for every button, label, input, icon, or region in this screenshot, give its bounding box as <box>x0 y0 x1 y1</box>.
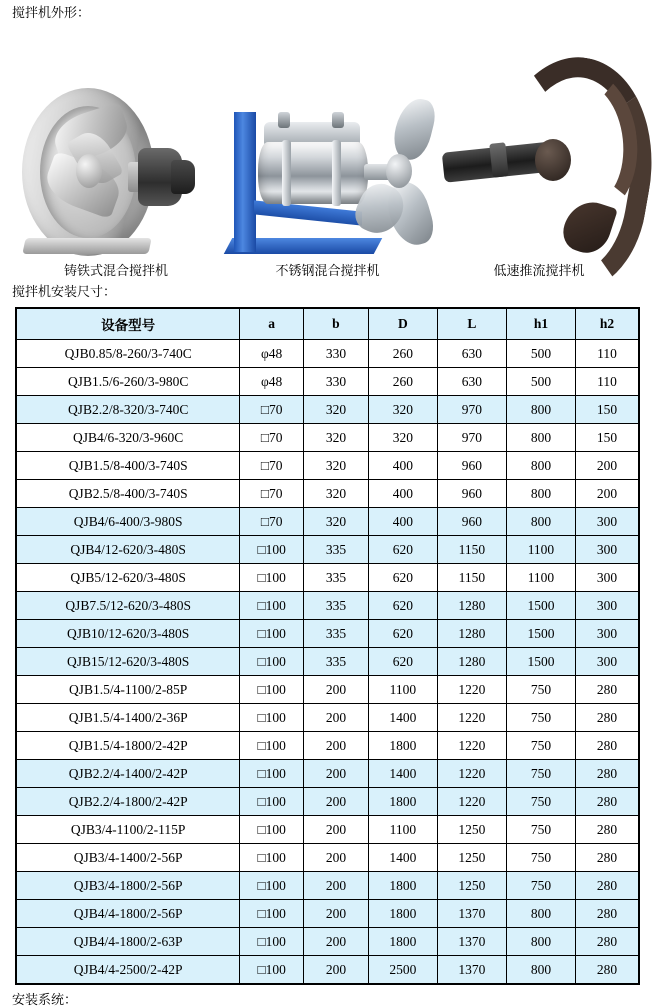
cell-L: 960 <box>437 480 506 508</box>
cell-b: 200 <box>304 928 369 956</box>
cell-D: 400 <box>368 480 437 508</box>
cell-h2: 280 <box>575 956 639 985</box>
caption-cast-iron-mixer: 铸铁式混合搅拌机 <box>63 263 168 278</box>
cell-a: □70 <box>240 452 304 480</box>
cell-a: □70 <box>240 508 304 536</box>
cell-h1: 800 <box>506 396 575 424</box>
cell-a: □70 <box>240 480 304 508</box>
cell-b: 320 <box>304 508 369 536</box>
cable-gland <box>332 112 344 128</box>
cell-h1: 1500 <box>506 592 575 620</box>
cell-model: QJB2.2/8-320/3-740C <box>16 396 240 424</box>
cell-D: 1100 <box>368 816 437 844</box>
cell-model: QJB2.2/4-1400/2-42P <box>16 760 240 788</box>
table-row <box>16 732 639 760</box>
cell-D: 620 <box>368 648 437 676</box>
cell-h1: 750 <box>506 732 575 760</box>
cell-h1: 750 <box>506 844 575 872</box>
cell-D: 320 <box>368 396 437 424</box>
figure-cast-iron-mixer <box>16 31 216 256</box>
table-row <box>16 760 639 788</box>
table-row <box>16 648 639 676</box>
cell-h2: 200 <box>575 480 639 508</box>
cell-h1: 800 <box>506 452 575 480</box>
propeller-hub <box>386 154 412 188</box>
table-row <box>16 452 639 480</box>
cell-h2: 300 <box>575 648 639 676</box>
propeller-blade <box>389 95 439 164</box>
cell-a: □100 <box>240 732 304 760</box>
cell-model: QJB4/4-2500/2-42P <box>16 956 240 985</box>
column-header-D: D <box>368 308 437 340</box>
cell-model: QJB1.5/6-260/3-980C <box>16 368 240 396</box>
caption-stainless-steel-mixer: 不锈钢混合搅拌机 <box>275 263 380 278</box>
cell-a: □70 <box>240 424 304 452</box>
cell-h1: 750 <box>506 788 575 816</box>
cell-h1: 1500 <box>506 648 575 676</box>
stainless-steel-mixer-image <box>228 56 428 256</box>
cell-h2: 150 <box>575 396 639 424</box>
cell-a: □100 <box>240 536 304 564</box>
table-row <box>16 508 639 536</box>
cell-a: □100 <box>240 872 304 900</box>
cell-b: 335 <box>304 564 369 592</box>
clamp-ring <box>332 140 341 206</box>
stainless-motor-body <box>258 142 368 204</box>
column-header-L: L <box>437 308 506 340</box>
cell-D: 260 <box>368 340 437 368</box>
column-header-model: 设备型号 <box>16 308 240 340</box>
clamp-ring <box>282 140 291 206</box>
cell-h1: 500 <box>506 368 575 396</box>
table-row <box>16 620 639 648</box>
table-row <box>16 872 639 900</box>
column-header-h1: h1 <box>506 308 575 340</box>
mounting-base <box>22 238 151 254</box>
cell-h2: 300 <box>575 620 639 648</box>
cell-h2: 280 <box>575 732 639 760</box>
cell-L: 630 <box>437 340 506 368</box>
cell-b: 200 <box>304 900 369 928</box>
cell-L: 1250 <box>437 816 506 844</box>
cell-h1: 750 <box>506 816 575 844</box>
cell-D: 1400 <box>368 704 437 732</box>
cell-h1: 800 <box>506 508 575 536</box>
cell-model: QJB3/4-1400/2-56P <box>16 844 240 872</box>
table-row <box>16 564 639 592</box>
cell-h2: 300 <box>575 536 639 564</box>
cell-a: □100 <box>240 844 304 872</box>
cell-a: □100 <box>240 900 304 928</box>
cell-b: 335 <box>304 592 369 620</box>
cell-b: 200 <box>304 676 369 704</box>
cell-b: 200 <box>304 816 369 844</box>
cell-L: 1220 <box>437 676 506 704</box>
cell-model: QJB7.5/12-620/3-480S <box>16 592 240 620</box>
cell-h2: 300 <box>575 508 639 536</box>
figure-stainless-steel-mixer <box>228 31 428 256</box>
specifications-table <box>15 307 640 985</box>
table-row <box>16 844 639 872</box>
cell-b: 335 <box>304 536 369 564</box>
cell-b: 200 <box>304 844 369 872</box>
cell-h1: 800 <box>506 480 575 508</box>
cell-L: 960 <box>437 452 506 480</box>
table-row <box>16 424 639 452</box>
table-row <box>16 536 639 564</box>
table-row <box>16 592 639 620</box>
cell-h2: 280 <box>575 928 639 956</box>
cell-b: 330 <box>304 368 369 396</box>
cell-b: 200 <box>304 704 369 732</box>
cell-L: 1150 <box>437 564 506 592</box>
cell-a: □100 <box>240 816 304 844</box>
cell-L: 1370 <box>437 928 506 956</box>
cell-b: 200 <box>304 872 369 900</box>
table-header <box>16 308 639 340</box>
cell-h2: 280 <box>575 676 639 704</box>
cell-h1: 800 <box>506 928 575 956</box>
cell-L: 1150 <box>437 536 506 564</box>
cell-D: 1400 <box>368 844 437 872</box>
table-row <box>16 704 639 732</box>
cell-L: 1220 <box>437 704 506 732</box>
cell-L: 1220 <box>437 760 506 788</box>
cell-a: □100 <box>240 788 304 816</box>
cell-a: □100 <box>240 648 304 676</box>
cell-D: 1100 <box>368 676 437 704</box>
cell-D: 620 <box>368 592 437 620</box>
column-header-b: b <box>304 308 369 340</box>
caption-low-speed-mixer: 低速推流搅拌机 <box>493 263 585 278</box>
cell-model: QJB1.5/4-1400/2-36P <box>16 704 240 732</box>
cell-h2: 280 <box>575 704 639 732</box>
cell-D: 1400 <box>368 760 437 788</box>
document-page <box>0 4 655 1007</box>
cell-L: 1280 <box>437 620 506 648</box>
cell-L: 960 <box>437 508 506 536</box>
cell-h2: 280 <box>575 760 639 788</box>
cell-b: 320 <box>304 424 369 452</box>
propeller-hub <box>76 154 102 188</box>
cell-a: □100 <box>240 620 304 648</box>
cell-b: 200 <box>304 732 369 760</box>
cell-D: 620 <box>368 620 437 648</box>
column-header-a: a <box>240 308 304 340</box>
cell-h1: 1100 <box>506 536 575 564</box>
table-body <box>16 340 639 985</box>
cell-h2: 110 <box>575 368 639 396</box>
section-label-install-system: 安装系统： <box>12 992 78 1007</box>
cell-model: QJB10/12-620/3-480S <box>16 620 240 648</box>
cell-a: φ48 <box>240 368 304 396</box>
cell-b: 320 <box>304 480 369 508</box>
cell-b: 330 <box>304 340 369 368</box>
figure-low-speed-mixer <box>439 31 639 256</box>
table-row <box>16 396 639 424</box>
table-row <box>16 816 639 844</box>
cell-model: QJB2.2/4-1800/2-42P <box>16 788 240 816</box>
cell-D: 260 <box>368 368 437 396</box>
cell-L: 1250 <box>437 844 506 872</box>
cell-model: QJB1.5/4-1100/2-85P <box>16 676 240 704</box>
cell-L: 970 <box>437 396 506 424</box>
cell-model: QJB0.85/8-260/3-740C <box>16 340 240 368</box>
cell-D: 1800 <box>368 872 437 900</box>
cell-a: □100 <box>240 956 304 985</box>
table-row <box>16 676 639 704</box>
cell-h1: 800 <box>506 956 575 985</box>
cell-D: 620 <box>368 536 437 564</box>
blue-frame-brace <box>254 200 362 225</box>
cell-b: 335 <box>304 620 369 648</box>
section-label-appearance: 搅拌机外形： <box>12 5 91 20</box>
cell-model: QJB1.5/8-400/3-740S <box>16 452 240 480</box>
cell-h1: 750 <box>506 676 575 704</box>
tube-clamp <box>489 142 508 177</box>
cell-model: QJB15/12-620/3-480S <box>16 648 240 676</box>
cell-h1: 800 <box>506 900 575 928</box>
cell-a: □100 <box>240 564 304 592</box>
cell-a: □100 <box>240 704 304 732</box>
cell-L: 1220 <box>437 788 506 816</box>
cell-b: 200 <box>304 788 369 816</box>
cell-L: 1370 <box>437 900 506 928</box>
cell-b: 320 <box>304 396 369 424</box>
cell-h1: 750 <box>506 872 575 900</box>
cell-model: QJB2.5/8-400/3-740S <box>16 480 240 508</box>
low-speed-mixer-image <box>439 51 639 256</box>
cell-h1: 1500 <box>506 620 575 648</box>
cell-b: 200 <box>304 956 369 985</box>
cell-D: 1800 <box>368 732 437 760</box>
cell-L: 1280 <box>437 592 506 620</box>
cell-b: 320 <box>304 452 369 480</box>
section-label-dimensions: 搅拌机安装尺寸： <box>12 284 117 299</box>
cell-D: 2500 <box>368 956 437 985</box>
table-row <box>16 480 639 508</box>
cell-model: QJB3/4-1800/2-56P <box>16 872 240 900</box>
cast-iron-mixer-image <box>16 66 216 256</box>
cell-a: □100 <box>240 928 304 956</box>
cell-a: □100 <box>240 676 304 704</box>
cell-h2: 280 <box>575 872 639 900</box>
cell-h2: 280 <box>575 816 639 844</box>
cell-h2: 200 <box>575 452 639 480</box>
column-header-h2: h2 <box>575 308 639 340</box>
cell-model: QJB3/4-1100/2-115P <box>16 816 240 844</box>
cell-model: QJB4/4-1800/2-56P <box>16 900 240 928</box>
cell-L: 1280 <box>437 648 506 676</box>
cell-D: 1800 <box>368 928 437 956</box>
cell-D: 1800 <box>368 900 437 928</box>
figure-row <box>10 26 645 256</box>
cell-h1: 1100 <box>506 564 575 592</box>
blade-hub <box>535 139 571 181</box>
cell-model: QJB4/6-320/3-960C <box>16 424 240 452</box>
cell-model: QJB4/4-1800/2-63P <box>16 928 240 956</box>
cell-h2: 280 <box>575 788 639 816</box>
cell-D: 620 <box>368 564 437 592</box>
cell-D: 400 <box>368 452 437 480</box>
table-row <box>16 928 639 956</box>
cell-a: φ48 <box>240 340 304 368</box>
cell-D: 1800 <box>368 788 437 816</box>
motor-rear-cap <box>171 160 195 194</box>
cell-D: 320 <box>368 424 437 452</box>
cell-h1: 750 <box>506 704 575 732</box>
table-row <box>16 340 639 368</box>
cable-gland <box>278 112 290 128</box>
cell-h2: 280 <box>575 844 639 872</box>
cell-L: 970 <box>437 424 506 452</box>
table-row <box>16 956 639 985</box>
cell-L: 1220 <box>437 732 506 760</box>
cell-h1: 750 <box>506 760 575 788</box>
blue-frame-column <box>234 112 256 252</box>
table-row <box>16 368 639 396</box>
cell-L: 1250 <box>437 872 506 900</box>
cell-L: 630 <box>437 368 506 396</box>
table-row <box>16 900 639 928</box>
cell-a: □70 <box>240 396 304 424</box>
cell-h2: 300 <box>575 592 639 620</box>
cell-model: QJB1.5/4-1800/2-42P <box>16 732 240 760</box>
cell-h1: 800 <box>506 424 575 452</box>
cell-h2: 150 <box>575 424 639 452</box>
cell-a: □100 <box>240 760 304 788</box>
cell-a: □100 <box>240 592 304 620</box>
cell-h2: 110 <box>575 340 639 368</box>
cell-b: 200 <box>304 760 369 788</box>
cell-h1: 500 <box>506 340 575 368</box>
cell-model: QJB4/12-620/3-480S <box>16 536 240 564</box>
cell-D: 400 <box>368 508 437 536</box>
cell-model: QJB4/6-400/3-980S <box>16 508 240 536</box>
cell-L: 1370 <box>437 956 506 985</box>
table-header-row <box>16 308 639 340</box>
cell-h2: 280 <box>575 900 639 928</box>
cell-b: 335 <box>304 648 369 676</box>
table-row <box>16 788 639 816</box>
cell-model: QJB5/12-620/3-480S <box>16 564 240 592</box>
cell-h2: 300 <box>575 564 639 592</box>
